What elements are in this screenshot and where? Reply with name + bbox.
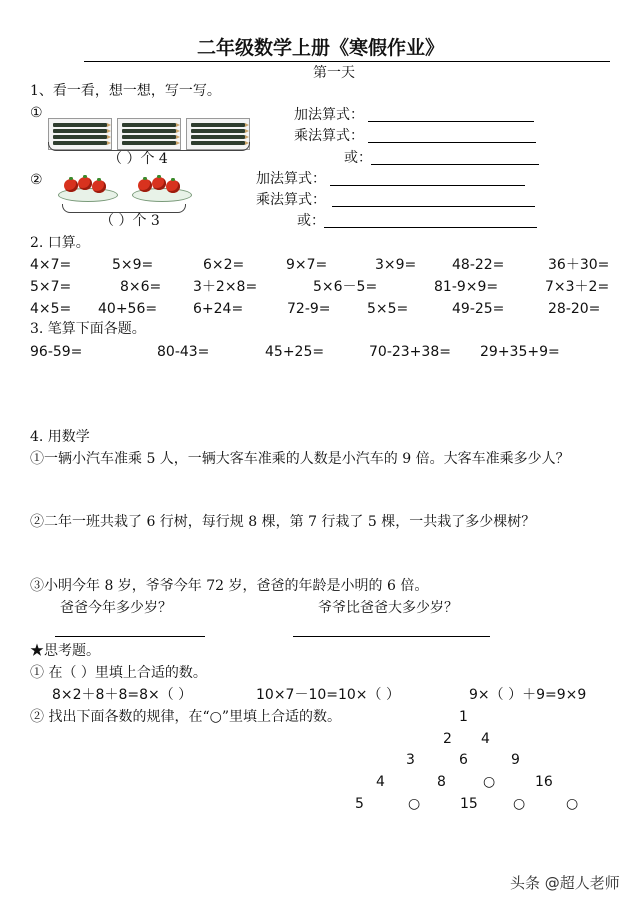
triangle-number: 4: [376, 774, 385, 790]
triangle-number: 5: [355, 796, 364, 812]
oral-calc-item: 9×7=: [286, 257, 328, 273]
oral-calc-item: 8×6=: [120, 279, 162, 295]
q1-or-blank[interactable]: [371, 164, 539, 165]
triangle-number: 6: [459, 752, 468, 768]
q1-or-label: 或：: [344, 150, 372, 166]
written-calc-item: 45+25=: [265, 344, 325, 360]
oral-calc-item: 5×7=: [30, 279, 72, 295]
q1-marker: ①: [30, 105, 43, 121]
written-calc-item: 29+35+9=: [480, 344, 560, 360]
oral-calc-item: 40+56=: [98, 301, 158, 317]
section3-heading: 3. 笔算下面各题。: [30, 321, 146, 337]
q2-marker: ②: [30, 172, 43, 188]
tomato: [166, 180, 180, 193]
triangle-number: 2: [443, 731, 452, 747]
triangle-number: 9: [511, 752, 520, 768]
fill-blank-item: 9×（ ）＋9=9×9: [469, 687, 587, 703]
triangle-blank-circle[interactable]: ○: [513, 796, 526, 812]
triangle-number: 15: [460, 796, 478, 812]
tomato: [78, 177, 92, 190]
section1-heading: 1、看一看，想一想，写一写。: [30, 83, 221, 99]
triangle-blank-circle[interactable]: ○: [566, 796, 579, 812]
q2-or-label: 或：: [297, 213, 325, 229]
triangle-number: 1: [459, 709, 468, 725]
thinking-heading: ★思考题。: [30, 643, 100, 659]
watermark: 头条 @超人老师: [510, 874, 620, 892]
oral-calc-item: 5×9=: [112, 257, 154, 273]
triangle-blank-circle[interactable]: ○: [408, 796, 421, 812]
oral-calc-item: 28-20=: [548, 301, 601, 317]
answer-line-3b[interactable]: [293, 636, 490, 637]
q2-mul-blank[interactable]: [332, 206, 535, 207]
fill-blank-item: 8×2＋8＋8=8×（ ）: [52, 687, 193, 703]
triangle-number: 4: [481, 731, 490, 747]
q1-caption: （ ）个 4: [108, 151, 168, 167]
oral-calc-item: 48-22=: [452, 257, 505, 273]
tomato: [64, 179, 78, 192]
q2-mul-label: 乘法算式：: [256, 192, 326, 208]
oral-calc-item: 49-25=: [452, 301, 505, 317]
word-problem-3a: 爸爸今年多少岁？: [60, 600, 172, 616]
fill-blank-item: 10×7－10=10×（ ）: [256, 687, 400, 703]
triangle-number: 8: [437, 774, 446, 790]
q1-add-blank[interactable]: [368, 121, 534, 122]
section2-heading: 2. 口算。: [30, 235, 90, 251]
written-calc-item: 96-59=: [30, 344, 83, 360]
q2-add-label: 加法算式：: [256, 171, 326, 187]
oral-calc-item: 5×5=: [367, 301, 409, 317]
oral-calc-item: 4×5=: [30, 301, 72, 317]
q1-mul-label: 乘法算式：: [294, 128, 364, 144]
thinking-q1: ① 在（ ）里填上合适的数。: [30, 665, 207, 681]
written-calc-item: 80-43=: [157, 344, 210, 360]
answer-line-3a[interactable]: [55, 636, 205, 637]
q2-or-blank[interactable]: [324, 227, 537, 228]
oral-calc-item: 81-9×9=: [434, 279, 499, 295]
q2-add-blank[interactable]: [330, 185, 525, 186]
tomato: [152, 177, 166, 190]
oral-calc-item: 72-9=: [287, 301, 331, 317]
oral-calc-item: 6+24=: [193, 301, 244, 317]
word-problem-2: ②二年一班共栽了 6 行树，每行规 8 棵，第 7 行栽了 5 棵，一共栽了多少棵树？: [30, 514, 536, 530]
pencil-bracket: [48, 142, 250, 151]
q1-mul-blank[interactable]: [368, 142, 536, 143]
q2-caption: （ ）个 3: [100, 213, 160, 229]
section4-heading: 4. 用数学: [30, 429, 90, 445]
q1-add-label: 加法算式：: [294, 107, 364, 123]
day-label: 第一天: [313, 65, 355, 81]
triangle-number: 3: [406, 752, 415, 768]
tomato: [92, 180, 106, 193]
oral-calc-item: 3×9=: [375, 257, 417, 273]
page-title: 二年级数学上册《寒假作业》: [197, 37, 445, 59]
oral-calc-item: 36＋30=: [548, 257, 610, 273]
triangle-blank-circle[interactable]: ○: [483, 774, 496, 790]
oral-calc-item: 6×2=: [203, 257, 245, 273]
word-problem-3b: 爷爷比爸爸大多少岁？: [318, 600, 458, 616]
thinking-q2: ② 找出下面各数的规律，在“○”里填上合适的数。: [30, 709, 341, 725]
written-calc-item: 70-23+38=: [369, 344, 451, 360]
oral-calc-item: 7×3＋2=: [545, 279, 610, 295]
tomato-bracket: [62, 204, 186, 213]
triangle-number: 16: [535, 774, 553, 790]
word-problem-3: ③小明今年 8 岁，爷爷今年 72 岁，爸爸的年龄是小明的 6 倍。: [30, 578, 429, 594]
title-rule: [84, 61, 610, 62]
oral-calc-item: 3＋2×8=: [193, 279, 258, 295]
oral-calc-item: 5×6－5=: [313, 279, 378, 295]
tomato: [138, 179, 152, 192]
oral-calc-item: 4×7=: [30, 257, 72, 273]
word-problem-1: ①一辆小汽车准乘 5 人，一辆大客车准乘的人数是小汽车的 9 倍。大客车准乘多少人？: [30, 451, 570, 467]
